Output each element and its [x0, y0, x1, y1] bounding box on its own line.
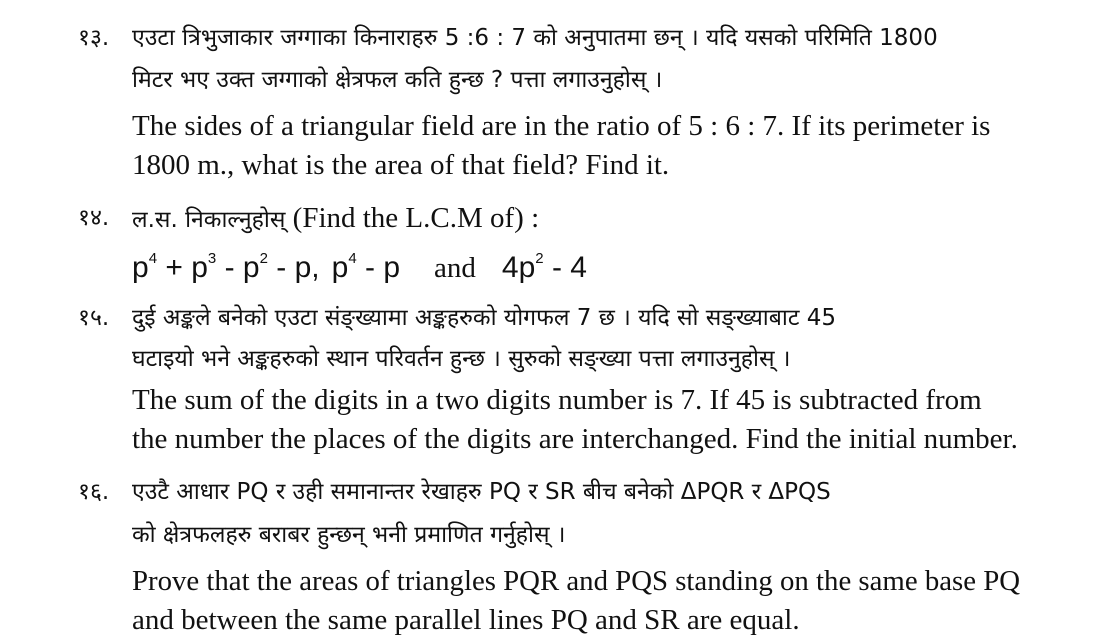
nepali-prompt: ल.स. निकाल्नुहोस्	[132, 207, 286, 233]
nepali-text-line: दुई अङ्कले बनेको एउटा संङ्ख्यामा अङ्कहरुको योगफल 7 छ । यदि सो सङ्ख्याबाट 45	[132, 305, 837, 331]
lcm-prompt	[132, 200, 539, 238]
expression-3: $4p^2 - 4$	[501, 250, 587, 284]
question-number: १३.	[78, 25, 110, 51]
and-word: and	[434, 252, 476, 284]
question-number: १४.	[78, 205, 110, 231]
question-number: १६.	[78, 479, 110, 505]
expression-2: $p^4$ - p	[331, 250, 401, 284]
english-text-line: Prove that the areas of triangles PQR and PQS standing on the same base PQ	[132, 565, 1021, 597]
nepali-text-line: घटाइयो भने अङ्कहरुको स्थान परिवर्तन हुन्छ । सुरुको सङ्ख्या पत्ता लगाउनुहोस् ।	[132, 346, 791, 372]
nepali-text-line: एउटै आधार PQ र उही समानान्तर रेखाहरु PQ र SR बीच बनेको ΔPQR र ΔPQS	[132, 479, 831, 505]
english-text-line: The sides of a triangular field are in the ratio of 5 : 6 : 7. If its perimeter is	[132, 110, 991, 142]
nepali-text-line: को क्षेत्रफलहरु बराबर हुन्छन् भनी प्रमाणित गर्नुहोस् ।	[132, 522, 566, 548]
nepali-text-line: एउटा त्रिभुजाकार जग्गाका किनाराहरु 5 :6 : 7 को अनुपातमा छन् । यदि यसको परिमिति 1800	[132, 25, 938, 51]
lcm-expressions	[132, 244, 587, 286]
english-prompt: (Find the L.C.M of) :	[285, 202, 540, 234]
expression-1: $p^4 + p^3 - p^2 - p$,	[132, 250, 320, 284]
english-text-line: 1800 m., what is the area of that field? Find it.	[132, 149, 670, 181]
english-text-line: the number the places of the digits are interchanged. Find the initial number.	[132, 423, 1018, 455]
question-number: १५.	[78, 305, 110, 331]
english-text-line: and between the same parallel lines PQ and SR are equal.	[132, 604, 800, 636]
english-text-line: The sum of the digits in a two digits number is 7. If 45 is subtracted from	[132, 384, 982, 416]
nepali-text-line: मिटर भए उक्त जग्गाको क्षेत्रफल कति हुन्छ ? पत्ता लगाउनुहोस् ।	[132, 67, 663, 93]
